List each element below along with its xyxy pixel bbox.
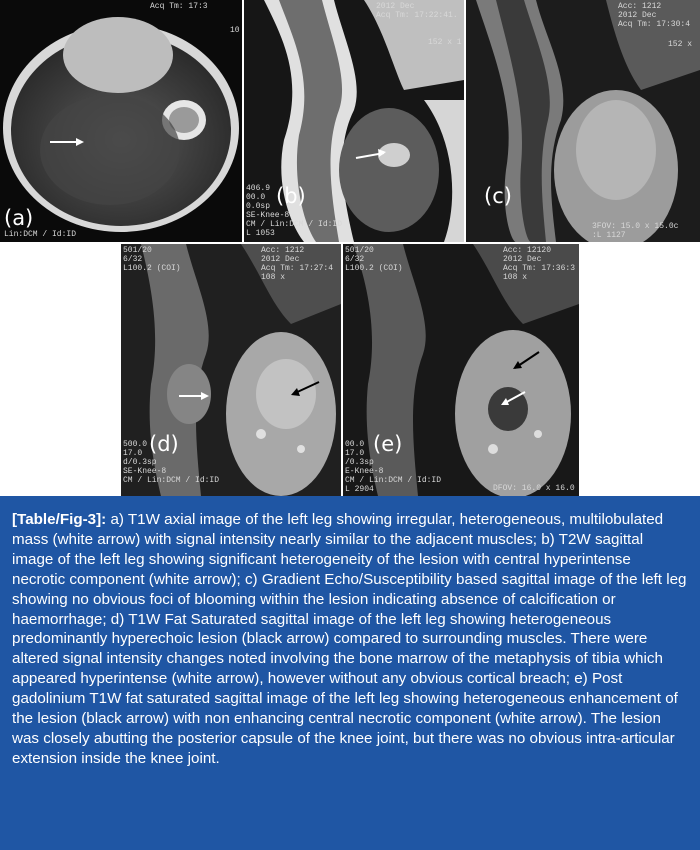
panel-e-overlay-bottom: 00.0 17.0 /0.3sp E-Knee-8 CM / Lin:DCM / Id:ID L 2904 bbox=[345, 440, 442, 494]
panel-e-overlay-right: Acc: 12120 2012 Dec Acq Tm: 17:36:3 108 x bbox=[503, 246, 576, 282]
white-arrow-icon bbox=[0, 0, 242, 242]
panel-c-overlay-right: 152 x bbox=[668, 40, 693, 49]
panel-e-overlay-top: 501/20 6/32 L100.2 (COI) bbox=[345, 246, 403, 273]
caption-text: a) T1W axial image of the left leg showing irregular, heterogeneous, multilobulated mass (white arrow) with signal intensity nearly similar to the adjacent muscles; b) T2W sagittal image of the left leg showing significant heterogeneity of the lesion with central hyperintense necrotic component (white arrow); c) Gradient Echo/Susceptibility based sagittal image of the left leg showing no obvious foci of blooming within the lesion indicating absence of calcification or haemorrhage; d) T1W Fat Saturated sagittal image of the left leg showing heterogeneous predominantly hyperechoic lesion (black arrow) compared to surrounding muscles. There were altered signal intensity changes noted involving the bone marrow of the metaphysis of tibia which appeared hyperintense (white arrow), however without any obvious cortical breach; e) Post gadolinium T1W fat saturated sagittal image of the left leg showing heterogeneous enhancement of the lesion (black arrow) with non enhancing central necrotic component (white arrow). The lesion was closely abutting the posterior capsule of the knee joint, but there was no obvious intra-articular extension inside the knee joint. bbox=[12, 511, 687, 767]
panel-c-overlay-bottom: 3FOV: 15.0 x 15.0c :L 1127 bbox=[592, 222, 679, 240]
panel-c-label: (c) bbox=[484, 184, 512, 208]
panel-b-label: (b) bbox=[276, 184, 306, 208]
caption-label: [Table/Fig-3]: bbox=[12, 511, 107, 528]
panel-d-overlay-top: 501/20 6/32 L100.2 (COI) bbox=[123, 246, 181, 273]
panel-b-overlay-right: 152 x 1 bbox=[428, 38, 462, 47]
panel-b-overlay-bottom: 406.9 00.0 0.0sp SE-Knee-8 CM / Lin:DCM / Id:ID L 1053 bbox=[246, 184, 343, 238]
panel-a-overlay-bottom: Lin:DCM / Id:ID bbox=[4, 230, 77, 239]
panel-a-overlay-top: Acq Tm: 17:3 bbox=[150, 2, 208, 11]
panel-a-label: (a) bbox=[4, 206, 34, 230]
mri-panel-c bbox=[466, 0, 700, 242]
panel-e-label: (e) bbox=[373, 432, 403, 456]
panel-d-label: (d) bbox=[149, 432, 179, 456]
panel-e-overlay-fov: DFOV: 16.0 x 16.0 bbox=[493, 484, 575, 493]
panel-a-overlay-right: 10 bbox=[230, 26, 240, 35]
figure-caption bbox=[0, 496, 700, 850]
mri-panel-b bbox=[244, 0, 464, 242]
panel-d-overlay-bottom: 500.0 17.0 d/0.3sp SE-Knee-8 CM / Lin:DCM / Id:ID bbox=[123, 440, 220, 485]
panel-d-overlay-right: Acc: 1212 2012 Dec Acq Tm: 17:27:4 108 x bbox=[261, 246, 334, 282]
mri-panel-a bbox=[0, 0, 242, 242]
mri-panel-d bbox=[121, 244, 341, 496]
panel-c-overlay-top: Acc: 1212 2012 Dec Acq Tm: 17:30:4 bbox=[618, 2, 691, 29]
mri-panel-e bbox=[343, 244, 579, 496]
panel-b-overlay-top: 2012 Dec Acq Tm: 17:22:41. bbox=[376, 2, 458, 20]
